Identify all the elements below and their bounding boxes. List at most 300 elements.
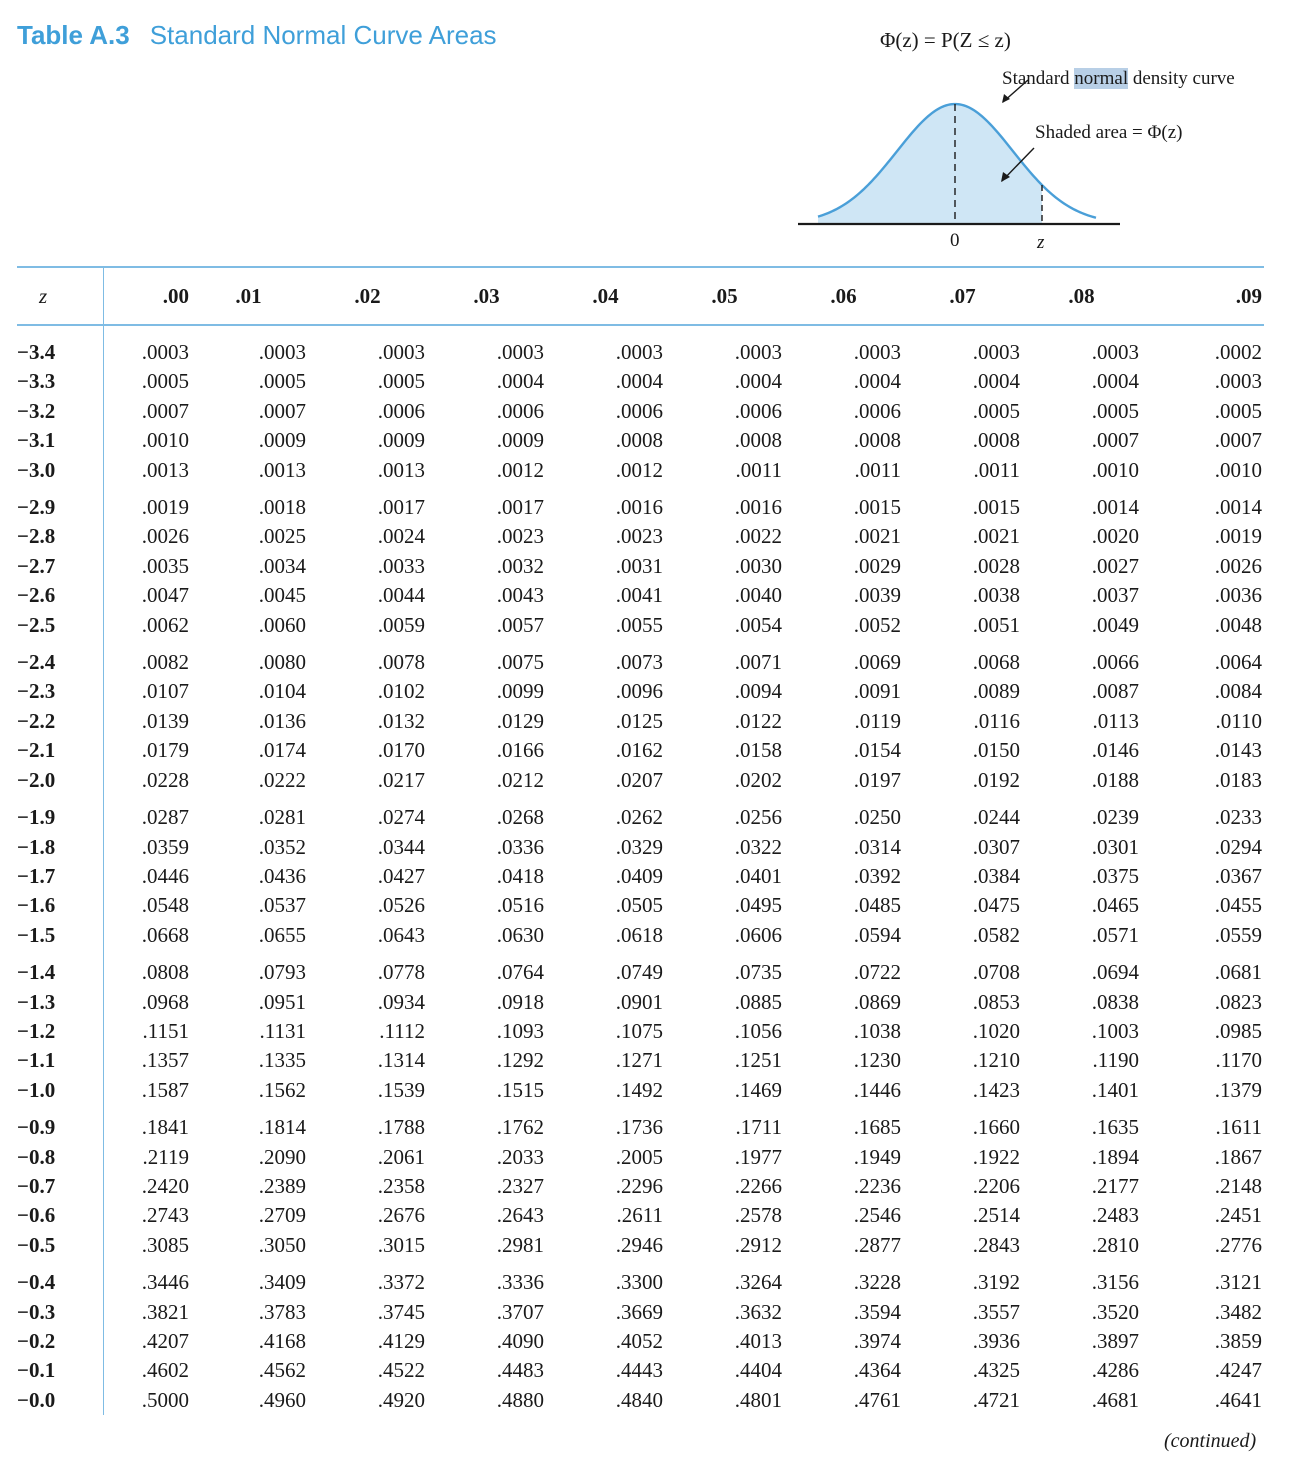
probability-cell: .2743 bbox=[141, 1203, 189, 1228]
probability-cell: .2327 bbox=[496, 1173, 544, 1198]
z-value: −0.9 bbox=[17, 1105, 103, 1142]
probability-cell: .1977 bbox=[734, 1144, 782, 1169]
probability-cell: .0559 bbox=[1214, 922, 1262, 947]
probability-cell: .0119 bbox=[854, 708, 901, 733]
probability-cell: .0034 bbox=[258, 553, 306, 578]
table-row bbox=[17, 1231, 1264, 1260]
probability-cell: .4920 bbox=[377, 1387, 425, 1412]
column-header: .02 bbox=[308, 267, 427, 325]
probability-cell: .0004 bbox=[972, 369, 1020, 394]
probability-cell: .0526 bbox=[377, 893, 425, 918]
probability-cell: .3974 bbox=[853, 1329, 901, 1353]
probability-cell: .3632 bbox=[734, 1299, 782, 1324]
probability-cell: .3121 bbox=[1214, 1270, 1262, 1295]
probability-cell: .0036 bbox=[1214, 583, 1262, 608]
probability-cell: .0217 bbox=[377, 767, 425, 792]
probability-cell: .0026 bbox=[1214, 553, 1262, 578]
probability-cell: .0256 bbox=[734, 805, 782, 830]
probability-cell: .0228 bbox=[141, 767, 189, 792]
probability-cell: .0170 bbox=[377, 738, 425, 763]
probability-cell: .0010 bbox=[1214, 457, 1262, 482]
probability-cell: .0004 bbox=[734, 369, 782, 394]
probability-cell: .0025 bbox=[258, 524, 306, 549]
probability-cell: .3557 bbox=[972, 1299, 1020, 1324]
probability-cell: .0146 bbox=[1091, 738, 1139, 763]
shaded-area bbox=[818, 104, 1042, 224]
table-name: Standard Normal Curve Areas bbox=[149, 20, 497, 50]
table-row bbox=[17, 611, 1264, 640]
probability-cell: .3300 bbox=[615, 1270, 663, 1295]
probability-cell: .0045 bbox=[258, 583, 306, 608]
probability-cell: .2420 bbox=[141, 1173, 189, 1198]
z-value: −0.0 bbox=[17, 1386, 103, 1415]
probability-cell: .2005 bbox=[615, 1144, 663, 1169]
probability-cell: .0008 bbox=[615, 428, 663, 453]
probability-cell: .1210 bbox=[972, 1048, 1020, 1073]
probability-cell: .0087 bbox=[1091, 679, 1139, 704]
probability-cell: .1038 bbox=[853, 1018, 901, 1043]
probability-cell: .1003 bbox=[1091, 1018, 1139, 1043]
z-value: −0.8 bbox=[17, 1143, 103, 1172]
probability-cell: .3482 bbox=[1214, 1299, 1262, 1324]
table-row bbox=[17, 640, 1264, 677]
probability-cell: .3372 bbox=[377, 1270, 425, 1295]
probability-cell: .4443 bbox=[615, 1358, 663, 1383]
column-header: .06 bbox=[784, 267, 903, 325]
z-value: −2.3 bbox=[17, 677, 103, 706]
probability-cell: .0681 bbox=[1214, 960, 1262, 985]
probability-cell: .0057 bbox=[496, 612, 544, 637]
probability-cell: .0764 bbox=[496, 960, 544, 985]
probability-cell: .0082 bbox=[141, 650, 189, 675]
probability-cell: .0005 bbox=[972, 398, 1020, 423]
probability-cell: .4840 bbox=[615, 1387, 663, 1412]
probability-cell: .2389 bbox=[258, 1173, 306, 1198]
z-value: −2.9 bbox=[17, 485, 103, 522]
probability-cell: .0018 bbox=[258, 495, 306, 520]
probability-cell: .0594 bbox=[853, 922, 901, 947]
table-row bbox=[17, 736, 1264, 765]
probability-cell: .0375 bbox=[1091, 863, 1139, 888]
probability-cell: .0005 bbox=[1091, 398, 1139, 423]
probability-cell: .1635 bbox=[1091, 1115, 1139, 1140]
probability-cell: .0154 bbox=[853, 738, 901, 763]
probability-cell: .1271 bbox=[615, 1048, 663, 1073]
probability-cell: .0006 bbox=[496, 398, 544, 423]
probability-cell: .0143 bbox=[1214, 738, 1262, 763]
probability-cell: .0068 bbox=[972, 650, 1020, 675]
probability-cell: .0011 bbox=[973, 457, 1020, 482]
z-value: −0.4 bbox=[17, 1260, 103, 1297]
probability-cell: .0233 bbox=[1214, 805, 1262, 830]
probability-cell: .3336 bbox=[496, 1270, 544, 1295]
shaded-area-label: Shaded area = Φ(z) bbox=[1035, 122, 1183, 143]
normal-curve-figure bbox=[790, 60, 1280, 260]
probability-cell: .0019 bbox=[141, 495, 189, 520]
probability-cell: .0179 bbox=[141, 738, 189, 763]
z-value: −1.0 bbox=[17, 1076, 103, 1105]
probability-cell: .0150 bbox=[972, 738, 1020, 763]
column-header: .00 bbox=[103, 267, 189, 325]
probability-cell: .0014 bbox=[1214, 495, 1262, 520]
table-row bbox=[17, 1356, 1264, 1385]
probability-cell: .0571 bbox=[1091, 922, 1139, 947]
probability-cell: .0003 bbox=[1214, 369, 1262, 394]
z-value: −2.6 bbox=[17, 581, 103, 610]
probability-cell: .0006 bbox=[615, 398, 663, 423]
density-label-post: density curve bbox=[1128, 68, 1235, 89]
probability-cell: .0032 bbox=[496, 553, 544, 578]
probability-cell: .0040 bbox=[734, 583, 782, 608]
probability-cell: .0006 bbox=[377, 398, 425, 423]
probability-cell: .2709 bbox=[258, 1203, 306, 1228]
probability-cell: .4761 bbox=[853, 1387, 901, 1412]
table-row bbox=[17, 862, 1264, 891]
probability-cell: .0007 bbox=[141, 398, 189, 423]
probability-cell: .0166 bbox=[496, 738, 544, 763]
z-value: −0.6 bbox=[17, 1201, 103, 1230]
z-value: −1.8 bbox=[17, 833, 103, 862]
probability-cell: .2810 bbox=[1091, 1232, 1139, 1257]
probability-cell: .0222 bbox=[258, 767, 306, 792]
probability-cell: .0012 bbox=[615, 457, 663, 482]
probability-cell: .2843 bbox=[972, 1232, 1020, 1257]
probability-cell: .3228 bbox=[853, 1270, 901, 1295]
probability-cell: .4801 bbox=[734, 1387, 782, 1412]
table-row bbox=[17, 367, 1264, 396]
probability-cell: .4286 bbox=[1091, 1358, 1139, 1383]
probability-cell: .0005 bbox=[377, 369, 425, 394]
probability-cell: .0853 bbox=[972, 989, 1020, 1014]
probability-cell: .0007 bbox=[1091, 428, 1139, 453]
z-value: −2.4 bbox=[17, 640, 103, 677]
probability-cell: .2546 bbox=[853, 1203, 901, 1228]
probability-cell: .0013 bbox=[377, 457, 425, 482]
probability-cell: .0084 bbox=[1214, 679, 1262, 704]
table-row bbox=[17, 1260, 1264, 1297]
probability-cell: .0104 bbox=[258, 679, 306, 704]
probability-cell: .0003 bbox=[496, 340, 544, 364]
table-row bbox=[17, 766, 1264, 795]
probability-cell: .0043 bbox=[496, 583, 544, 608]
table-row bbox=[17, 1046, 1264, 1075]
probability-cell: .0051 bbox=[972, 612, 1020, 637]
probability-cell: .0020 bbox=[1091, 524, 1139, 549]
probability-cell: .0044 bbox=[377, 583, 425, 608]
probability-cell: .0606 bbox=[734, 922, 782, 947]
probability-cell: .0060 bbox=[258, 612, 306, 637]
z-value: −1.2 bbox=[17, 1017, 103, 1046]
probability-cell: .4721 bbox=[972, 1387, 1020, 1412]
column-header: .07 bbox=[903, 267, 1022, 325]
probability-cell: .0006 bbox=[853, 398, 901, 423]
probability-cell: .0008 bbox=[853, 428, 901, 453]
probability-cell: .1379 bbox=[1214, 1077, 1262, 1102]
column-header: .08 bbox=[1022, 267, 1141, 325]
probability-cell: .0129 bbox=[496, 708, 544, 733]
probability-cell: .3859 bbox=[1214, 1329, 1262, 1353]
probability-cell: .0006 bbox=[734, 398, 782, 423]
probability-cell: .3409 bbox=[258, 1270, 306, 1295]
probability-cell: .0019 bbox=[1214, 524, 1262, 549]
probability-cell: .2033 bbox=[496, 1144, 544, 1169]
probability-cell: .0869 bbox=[853, 989, 901, 1014]
probability-cell: .3745 bbox=[377, 1299, 425, 1324]
probability-cell: .0003 bbox=[972, 340, 1020, 364]
probability-cell: .4681 bbox=[1091, 1387, 1139, 1412]
z-value: −3.0 bbox=[17, 456, 103, 485]
probability-cell: .0015 bbox=[853, 495, 901, 520]
probability-cell: .4090 bbox=[496, 1329, 544, 1353]
z-value: −0.3 bbox=[17, 1298, 103, 1327]
table-row bbox=[17, 1076, 1264, 1105]
probability-cell: .0401 bbox=[734, 863, 782, 888]
continued-note: (continued) bbox=[1164, 1430, 1257, 1452]
probability-cell: .0041 bbox=[615, 583, 663, 608]
probability-cell: .0188 bbox=[1091, 767, 1139, 792]
probability-cell: .0582 bbox=[972, 922, 1020, 947]
table-row bbox=[17, 1172, 1264, 1201]
probability-cell: .1867 bbox=[1214, 1144, 1262, 1169]
probability-cell: .1112 bbox=[379, 1018, 425, 1043]
probability-cell: .3446 bbox=[141, 1270, 189, 1295]
column-header: .03 bbox=[427, 267, 546, 325]
z-value: −1.7 bbox=[17, 862, 103, 891]
probability-cell: .0008 bbox=[734, 428, 782, 453]
probability-cell: .0307 bbox=[972, 834, 1020, 859]
probability-cell: .1949 bbox=[853, 1144, 901, 1169]
probability-cell: .0918 bbox=[496, 989, 544, 1014]
z-value: −3.4 bbox=[17, 325, 103, 367]
probability-cell: .2578 bbox=[734, 1203, 782, 1228]
table-row bbox=[17, 1017, 1264, 1046]
probability-cell: .0003 bbox=[853, 340, 901, 364]
probability-cell: .0029 bbox=[853, 553, 901, 578]
z-value: −2.7 bbox=[17, 552, 103, 581]
probability-cell: .0096 bbox=[615, 679, 663, 704]
z-value: −1.6 bbox=[17, 891, 103, 920]
table-row bbox=[17, 677, 1264, 706]
probability-cell: .0446 bbox=[141, 863, 189, 888]
probability-cell: .0139 bbox=[141, 708, 189, 733]
probability-cell: .1515 bbox=[496, 1077, 544, 1102]
probability-cell: .0749 bbox=[615, 960, 663, 985]
zero-tick-label: 0 bbox=[950, 230, 960, 251]
probability-cell: .1446 bbox=[853, 1077, 901, 1102]
probability-cell: .2451 bbox=[1214, 1203, 1262, 1228]
probability-cell: .0136 bbox=[258, 708, 306, 733]
probability-cell: .0052 bbox=[853, 612, 901, 637]
probability-cell: .0037 bbox=[1091, 583, 1139, 608]
table-body bbox=[17, 325, 1264, 1415]
probability-cell: .0281 bbox=[258, 805, 306, 830]
probability-cell: .3520 bbox=[1091, 1299, 1139, 1324]
probability-cell: .4483 bbox=[496, 1358, 544, 1383]
probability-cell: .1401 bbox=[1091, 1077, 1139, 1102]
probability-cell: .1190 bbox=[1092, 1048, 1139, 1073]
probability-cell: .5000 bbox=[141, 1387, 189, 1412]
probability-cell: .0314 bbox=[853, 834, 901, 859]
probability-cell: .4364 bbox=[853, 1358, 901, 1383]
probability-cell: .0004 bbox=[496, 369, 544, 394]
probability-cell: .0003 bbox=[377, 340, 425, 364]
probability-cell: .1685 bbox=[853, 1115, 901, 1140]
probability-cell: .0485 bbox=[853, 893, 901, 918]
probability-cell: .0005 bbox=[141, 369, 189, 394]
probability-cell: .0336 bbox=[496, 834, 544, 859]
probability-cell: .0465 bbox=[1091, 893, 1139, 918]
density-label-highlight: normal bbox=[1074, 68, 1129, 89]
probability-cell: .0436 bbox=[258, 863, 306, 888]
probability-cell: .4404 bbox=[734, 1358, 782, 1383]
z-column-header: z bbox=[17, 267, 103, 325]
probability-cell: .3192 bbox=[972, 1270, 1020, 1295]
probability-cell: .0329 bbox=[615, 834, 663, 859]
probability-cell: .0668 bbox=[141, 922, 189, 947]
probability-cell: .0352 bbox=[258, 834, 306, 859]
z-value: −0.7 bbox=[17, 1172, 103, 1201]
z-value: −0.1 bbox=[17, 1356, 103, 1385]
probability-cell: .0008 bbox=[972, 428, 1020, 453]
probability-cell: .0359 bbox=[141, 834, 189, 859]
normal-table bbox=[17, 266, 1264, 1415]
probability-cell: .1539 bbox=[377, 1077, 425, 1102]
probability-cell: .0009 bbox=[496, 428, 544, 453]
table-row bbox=[17, 1105, 1264, 1142]
z-value: −2.0 bbox=[17, 766, 103, 795]
probability-cell: .0071 bbox=[734, 650, 782, 675]
probability-cell: .0643 bbox=[377, 922, 425, 947]
probability-cell: .0885 bbox=[734, 989, 782, 1014]
probability-cell: .0838 bbox=[1091, 989, 1139, 1014]
probability-cell: .0089 bbox=[972, 679, 1020, 704]
probability-cell: .0708 bbox=[972, 960, 1020, 985]
probability-cell: .0007 bbox=[258, 398, 306, 423]
z-value: −2.8 bbox=[17, 522, 103, 551]
probability-cell: .2912 bbox=[734, 1232, 782, 1257]
probability-cell: .0047 bbox=[141, 583, 189, 608]
z-value: −0.5 bbox=[17, 1231, 103, 1260]
probability-cell: .0294 bbox=[1214, 834, 1262, 859]
probability-cell: .0735 bbox=[734, 960, 782, 985]
probability-cell: .0075 bbox=[496, 650, 544, 675]
probability-cell: .0197 bbox=[853, 767, 901, 792]
probability-cell: .2296 bbox=[615, 1173, 663, 1198]
probability-cell: .0162 bbox=[615, 738, 663, 763]
probability-cell: .0099 bbox=[496, 679, 544, 704]
probability-cell: .0003 bbox=[258, 340, 306, 364]
probability-cell: .2206 bbox=[972, 1173, 1020, 1198]
table-row bbox=[17, 1143, 1264, 1172]
probability-cell: .3264 bbox=[734, 1270, 782, 1295]
probability-cell: .0384 bbox=[972, 863, 1020, 888]
probability-cell: .0516 bbox=[496, 893, 544, 918]
probability-cell: .0694 bbox=[1091, 960, 1139, 985]
probability-cell: .0017 bbox=[377, 495, 425, 520]
probability-cell: .0038 bbox=[972, 583, 1020, 608]
table-title bbox=[17, 20, 497, 51]
probability-cell: .0010 bbox=[141, 428, 189, 453]
table-number: Table A.3 bbox=[17, 20, 130, 50]
probability-cell: .1711 bbox=[735, 1115, 782, 1140]
probability-cell: .0968 bbox=[141, 989, 189, 1014]
header-row bbox=[17, 267, 1264, 325]
probability-cell: .0004 bbox=[615, 369, 663, 394]
table-row bbox=[17, 891, 1264, 920]
probability-cell: .0064 bbox=[1214, 650, 1262, 675]
density-arrowhead bbox=[1002, 94, 1010, 103]
probability-cell: .1230 bbox=[853, 1048, 901, 1073]
probability-cell: .0367 bbox=[1214, 863, 1262, 888]
probability-cell: .4325 bbox=[972, 1358, 1020, 1383]
probability-cell: .2981 bbox=[496, 1232, 544, 1257]
probability-cell: .0132 bbox=[377, 708, 425, 733]
probability-cell: .0022 bbox=[734, 524, 782, 549]
probability-cell: .1056 bbox=[734, 1018, 782, 1043]
table-row bbox=[17, 485, 1264, 522]
probability-cell: .0014 bbox=[1091, 495, 1139, 520]
probability-cell: .2090 bbox=[258, 1144, 306, 1169]
probability-cell: .4562 bbox=[258, 1358, 306, 1383]
probability-cell: .1131 bbox=[259, 1018, 306, 1043]
probability-cell: .0027 bbox=[1091, 553, 1139, 578]
probability-cell: .0183 bbox=[1214, 767, 1262, 792]
probability-cell: .4129 bbox=[377, 1329, 425, 1353]
probability-cell: .1357 bbox=[141, 1048, 189, 1073]
probability-cell: .1762 bbox=[496, 1115, 544, 1140]
probability-cell: .0107 bbox=[141, 679, 189, 704]
probability-cell: .0015 bbox=[972, 495, 1020, 520]
probability-cell: .1841 bbox=[141, 1115, 189, 1140]
probability-cell: .0005 bbox=[1214, 398, 1262, 423]
probability-cell: .0823 bbox=[1214, 989, 1262, 1014]
probability-cell: .0004 bbox=[853, 369, 901, 394]
probability-cell: .1587 bbox=[141, 1077, 189, 1102]
probability-cell: .3783 bbox=[258, 1299, 306, 1324]
probability-cell: .3897 bbox=[1091, 1329, 1139, 1353]
table-row bbox=[17, 426, 1264, 455]
z-tick-label: z bbox=[1037, 232, 1045, 253]
probability-cell: .0028 bbox=[972, 553, 1020, 578]
table-row bbox=[17, 1386, 1264, 1415]
probability-cell: .2611 bbox=[616, 1203, 663, 1228]
probability-cell: .0062 bbox=[141, 612, 189, 637]
probability-cell: .0125 bbox=[615, 708, 663, 733]
probability-cell: .0722 bbox=[853, 960, 901, 985]
probability-cell: .0011 bbox=[735, 457, 782, 482]
probability-cell: .0013 bbox=[258, 457, 306, 482]
z-value: −1.9 bbox=[17, 795, 103, 832]
probability-cell: .3156 bbox=[1091, 1270, 1139, 1295]
probability-cell: .3085 bbox=[141, 1232, 189, 1257]
probability-cell: .1151 bbox=[142, 1018, 189, 1043]
probability-cell: .1314 bbox=[377, 1048, 425, 1073]
probability-cell: .3594 bbox=[853, 1299, 901, 1324]
probability-cell: .0078 bbox=[377, 650, 425, 675]
probability-cell: .0934 bbox=[377, 989, 425, 1014]
probability-cell: .0475 bbox=[972, 893, 1020, 918]
probability-cell: .1423 bbox=[972, 1077, 1020, 1102]
normal-curve-svg bbox=[790, 60, 1280, 260]
probability-cell: .0049 bbox=[1091, 612, 1139, 637]
table-row bbox=[17, 522, 1264, 551]
table-row bbox=[17, 988, 1264, 1017]
column-header: .05 bbox=[665, 267, 784, 325]
probability-cell: .0010 bbox=[1091, 457, 1139, 482]
probability-cell: .0039 bbox=[853, 583, 901, 608]
column-header: .09 bbox=[1141, 267, 1264, 325]
probability-cell: .2946 bbox=[615, 1232, 663, 1257]
